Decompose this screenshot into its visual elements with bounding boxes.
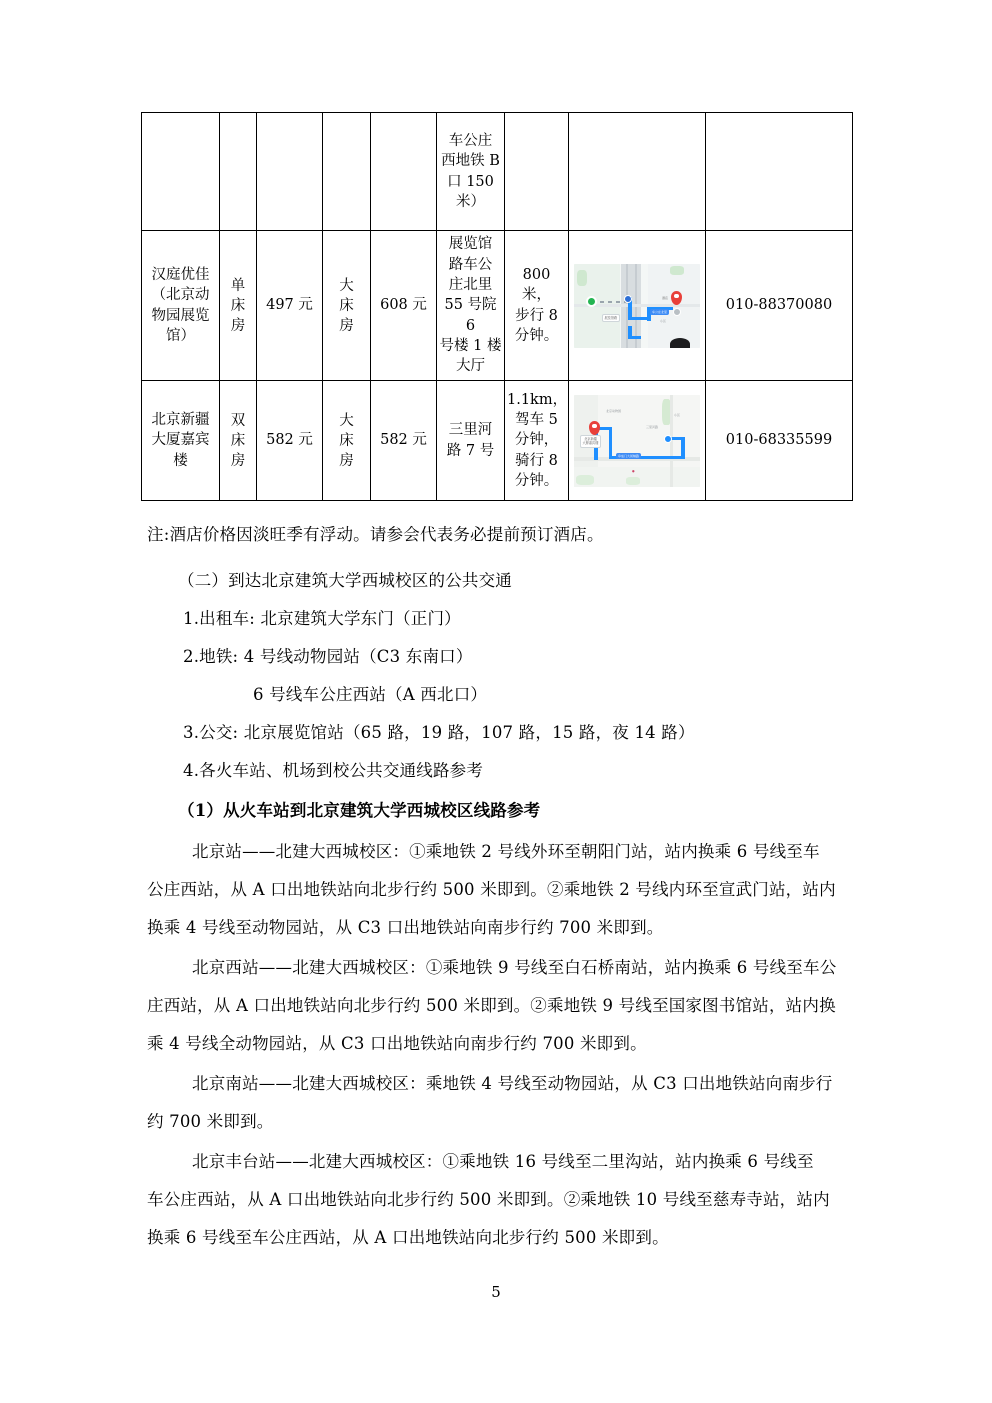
hotel-name-line: 馆）	[166, 327, 195, 344]
cell-hotel-name	[142, 381, 220, 501]
cell-phone: 010-88370080	[706, 231, 853, 381]
map-route-segment	[628, 336, 641, 340]
cell-distance	[505, 381, 569, 501]
route-beijing-fengtai-station-line-2: 车公庄西站，从 A 口出地铁站向北步行约 500 米即到。②乘地铁 10 号线至慈寿寺站，站内	[147, 1190, 830, 1209]
map-label: 展览馆路	[602, 314, 620, 322]
cell-room-type-1	[220, 381, 257, 501]
distance-line: 步行 8	[515, 307, 558, 324]
cell-address	[437, 113, 505, 231]
map-origin-pin	[589, 421, 600, 435]
route-text: ①乘地铁 2 号线外环至朝阳门站，站内换乘 6 号线至车	[409, 842, 820, 861]
map-destination-marker	[664, 435, 672, 443]
map-green-area	[626, 477, 640, 485]
distance-line: 800 米，	[522, 266, 551, 304]
map-destination-pin	[671, 291, 682, 305]
address-line: 展览馆	[448, 236, 493, 253]
address-line: 路车公	[448, 256, 493, 273]
route-beijing-fengtai-station-line-3: 换乘 6 号线至车公庄西站，从 A 口出地铁站向北步行约 500 米即到。	[147, 1228, 669, 1247]
route-beijing-station-line-3: 换乘 4 号线至动物园站，从 C3 口出地铁站向南步行约 700 米即到。	[147, 918, 664, 937]
address-line: 口 150	[447, 173, 494, 190]
cell-distance	[505, 231, 569, 381]
hotel-info-table	[141, 112, 853, 501]
hotel-name-line: 大厦嘉宾	[151, 432, 210, 449]
map-thumbnail-walking-route	[574, 264, 700, 348]
transport-item-subway-line6: 6 号线车公庄西站（A 西北口）	[253, 685, 488, 704]
transport-item-taxi: 1.出租车: 北京建筑大学东门（正门）	[183, 609, 461, 628]
map-route-segment	[609, 427, 613, 459]
cell-room-type-2	[323, 231, 371, 381]
hotel-name-line: 北京新疆	[151, 412, 210, 429]
route-text: ①乘地铁 16 号线至二里沟站，站内换乘 6 号线至	[442, 1152, 814, 1171]
cell-room-type-1	[220, 113, 257, 231]
room-type-char: 单	[230, 277, 246, 294]
cell-room-type-1	[220, 231, 257, 381]
route-beijing-fengtai-station-line-1	[192, 1148, 814, 1172]
map-poi-label: ●	[632, 468, 635, 473]
cell-price-2: 608 元	[371, 231, 437, 381]
room-type-char: 床	[339, 297, 354, 314]
cell-price-2	[371, 113, 437, 231]
distance-line: 分钟。	[514, 327, 559, 344]
route-beijing-south-station-line-1	[192, 1070, 833, 1094]
map-poi-label: 北京动物园	[606, 408, 622, 413]
address-line: 大厅	[456, 358, 485, 375]
map-start-marker	[586, 296, 597, 307]
cell-hotel-name	[142, 231, 220, 381]
room-type-char: 大	[339, 277, 354, 294]
cell-map	[569, 113, 706, 231]
cell-price-2: 582 元	[371, 381, 437, 501]
cell-price-1: 497 元	[257, 231, 323, 381]
address-line: 庄北里	[448, 277, 493, 294]
route-beijing-west-station-line-3: 乘 4 号线全动物园站，从 C3 口出地铁站向南步行约 700 米即到。	[147, 1034, 647, 1053]
room-type-char: 房	[230, 452, 246, 469]
cell-phone	[706, 113, 853, 231]
price-note-line	[147, 521, 604, 545]
route-label: 北京丰台站——北建大西城校区：	[192, 1152, 443, 1171]
table-row	[142, 113, 853, 231]
map-thumbnail-driving-route	[574, 395, 700, 487]
room-type-char: 床	[230, 432, 246, 449]
route-beijing-station-line-1	[192, 838, 820, 862]
map-dark-area	[670, 338, 690, 348]
route-beijing-west-station-line-1	[192, 954, 836, 978]
cell-room-type-2	[323, 381, 371, 501]
room-type-char: 房	[339, 452, 354, 469]
address-line: 55 号院 6	[444, 297, 497, 334]
distance-line: 分钟，	[514, 432, 559, 449]
map-label-highlighted: 阜成门大街辅路	[618, 453, 640, 458]
distance-line: 驾车 5	[515, 412, 558, 429]
route-label: 北京西站——北建大西城校区：	[192, 958, 426, 977]
route-beijing-west-station-line-2: 庄西站，从 A 口出地铁站向北步行约 500 米即到。②乘地铁 9 号线至国家图书馆站，站内换	[147, 996, 836, 1015]
transport-item-bus: 3.公交: 北京展览馆站（65 路，19 路，107 路，15 路，夜 14 路）	[183, 723, 695, 742]
room-type-char: 床	[230, 297, 246, 314]
hotel-name-line: （北京动	[151, 287, 210, 304]
cell-address	[437, 381, 505, 501]
hotel-name-line: 汉庭优佳	[151, 266, 210, 283]
map-green-area	[577, 270, 587, 286]
route-beijing-south-station-line-2: 约 700 米即到。	[147, 1112, 274, 1131]
table-row	[142, 381, 853, 501]
room-type-char: 双	[230, 412, 246, 429]
distance-line: 1.1km，	[507, 391, 568, 408]
map-poi-label: 酒店	[662, 295, 669, 300]
cell-map	[569, 381, 706, 501]
route-label: 北京南站——北建大西城校区：	[192, 1074, 426, 1093]
map-green-area	[576, 475, 594, 485]
hotel-info-table-wrapper	[141, 112, 852, 501]
cell-address	[437, 231, 505, 381]
route-text: 乘地铁 4 号线至动物园站，从 C3 口出地铁站向南步行	[425, 1074, 833, 1093]
map-label-highlighted: 车公庄北里	[652, 309, 668, 314]
transport-item-subway: 2.地铁: 4 号线动物园站（C3 东南口）	[183, 647, 473, 666]
hotel-name-line: 楼	[173, 452, 188, 469]
address-line: 西地铁 B	[441, 153, 500, 170]
room-type-char: 房	[339, 317, 354, 334]
cell-map	[569, 231, 706, 381]
hotel-name-line: 物园展览	[151, 307, 210, 324]
map-waypoint-marker	[624, 295, 632, 303]
room-type-char: 床	[339, 432, 354, 449]
address-line: 车公庄	[448, 132, 493, 149]
map-walk-dashed-path	[592, 301, 626, 303]
cell-room-type-2	[323, 113, 371, 231]
distance-line: 骑行 8	[515, 452, 558, 469]
cell-phone: 010-68335599	[706, 381, 853, 501]
route-label: 北京站——北建大西城校区：	[192, 842, 410, 861]
address-line: 三里河	[448, 422, 493, 439]
map-poi-label: 小区	[674, 412, 681, 417]
map-green-area	[670, 266, 684, 275]
subheading-train-station-routes: （1）从火车站到北京建筑大学西城校区线路参考	[178, 801, 541, 820]
route-beijing-station-line-2: 公庄西站，从 A 口出地铁站向北步行约 500 米即到。②乘地铁 2 号线内环至宣武门站，站内	[147, 880, 836, 899]
room-type-char: 大	[339, 412, 354, 429]
address-line: 米）	[456, 193, 485, 210]
map-poi-label: 小区	[660, 318, 667, 323]
transport-item-stations: 4.各火车站、机场到校公共交通线路参考	[183, 761, 484, 780]
room-type-char: 房	[230, 317, 246, 334]
cell-distance	[505, 113, 569, 231]
map-label: 北京新疆 大厦嘉宾楼	[580, 435, 601, 449]
table-row	[142, 231, 853, 381]
address-line: 号楼 1 楼	[439, 337, 502, 354]
page-number: 5	[491, 1283, 501, 1301]
route-text: ①乘地铁 9 号线至白石桥南站，站内换乘 6 号线至车公	[425, 958, 837, 977]
cell-hotel-name	[142, 113, 220, 231]
cell-price-1	[257, 113, 323, 231]
price-note-plain: 注:酒店价格因淡旺季有浮动。	[147, 525, 370, 544]
map-poi-dot	[673, 308, 681, 316]
price-note-bold: 请参会代表务必提前预订酒店。	[369, 525, 604, 544]
address-line: 路 7 号	[446, 442, 495, 459]
map-poi-label: 三里河路	[646, 424, 659, 429]
cell-price-1: 582 元	[257, 381, 323, 501]
distance-line: 分钟。	[514, 472, 559, 489]
section-heading-transport: （二）到达北京建筑大学西城校区的公共交通	[178, 571, 512, 590]
